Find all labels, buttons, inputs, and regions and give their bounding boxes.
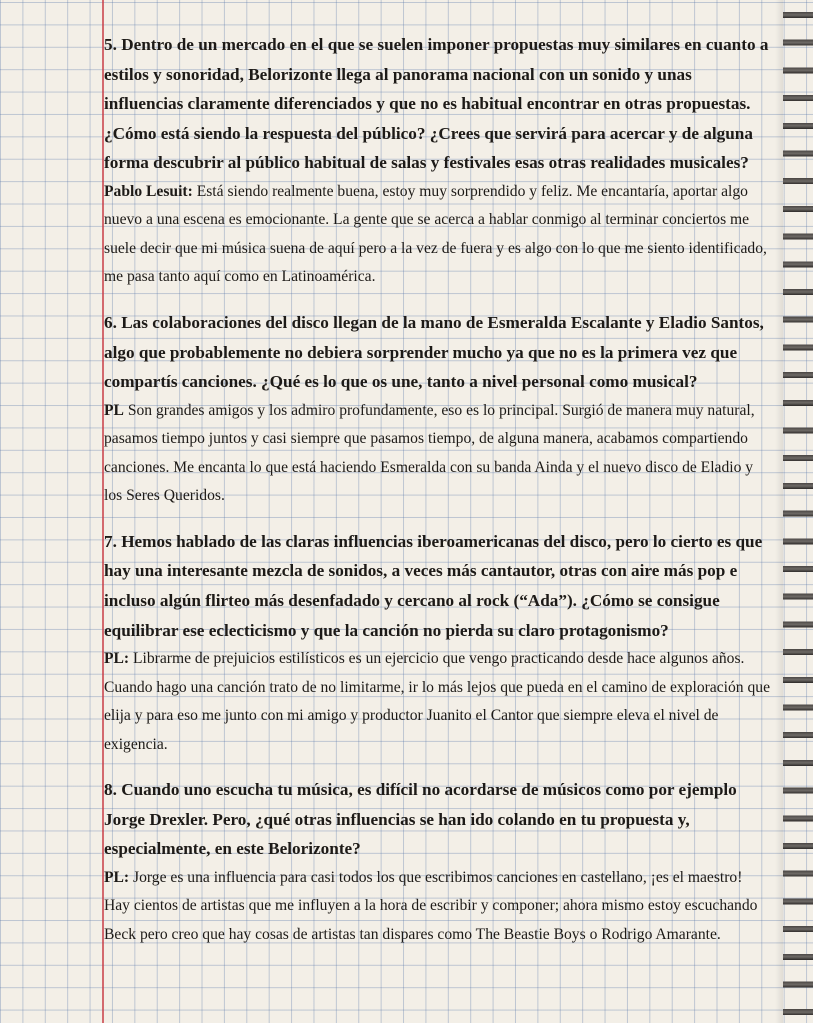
answer-text: Jorge es una influencia para casi todos los que escribimos canciones en castellano, ¡es el maestro! Hay cientos de artistas que me influyen a la hora de escribir y componer; ahora mismo estoy escuchando Beck pero creo que hay cosas de artistas tan dispares como The Beastie Boys o Rodrigo Amarante. bbox=[104, 868, 758, 943]
qa-item-8 bbox=[104, 775, 772, 949]
speaker-label: PL: bbox=[104, 650, 130, 668]
qa-item-6 bbox=[104, 308, 772, 511]
question-8: 8. Cuando uno escucha tu música, es difícil no acordarse de músicos como por ejemplo Jorge Drexler. Pero, ¿qué otras influencias se han ido colando en tu propuesta y, especialmente, en este Belorizonte? bbox=[104, 780, 737, 859]
question-5: 5. Dentro de un mercado en el que se suelen imponer propuestas muy similares en cuanto a estilos y sonoridad, Belorizonte llega al panorama nacional con un sonido y unas influencias claramente diferenciados y que no es habitual encontrar en otras propuestas. ¿Cómo está siendo la respuesta del público? ¿Crees que servirá para acercar y de alguna forma descubrir al público habitual de salas y festivales esas otras realidades musicales? bbox=[104, 35, 769, 173]
speaker-label: Pablo Lesuit: bbox=[104, 182, 193, 200]
answer-6 bbox=[104, 397, 772, 511]
qa-item-7 bbox=[104, 527, 772, 759]
question-7: 7. Hemos hablado de las claras influencias iberoamericanas del disco, pero lo cierto es que hay una interesante mezcla de sonidos, a veces más cantautor, otras con aire más pop e incluso algún flirteo más desenfadado y cercano al rock (“Ada”). ¿Cómo se consigue equilibrar ese eclecticismo y que la canción no pierda su claro protagonismo? bbox=[104, 531, 763, 640]
answer-7 bbox=[104, 645, 772, 759]
interview-content bbox=[104, 30, 772, 965]
speaker-label: PL bbox=[104, 401, 124, 419]
spiral-binding bbox=[783, 0, 813, 1023]
answer-5 bbox=[104, 178, 772, 292]
speaker-label: PL: bbox=[104, 868, 130, 886]
qa-item-5 bbox=[104, 30, 772, 292]
answer-text: Son grandes amigos y los admiro profundamente, eso es lo principal. Surgió de manera muy natural, pasamos tiempo juntos y casi siempre que pasamos tiempo, de alguna manera, acabamos compartiendo canciones. Me encanta lo que está haciendo Esmeralda con su banda Ainda y el nuevo disco de Eladio y los Seres Queridos. bbox=[104, 401, 755, 505]
question-6: 6. Las colaboraciones del disco llegan de la mano de Esmeralda Escalante y Eladio Santos, algo que probablemente no debiera sorprender mucho ya que no es la primera vez que compartís canciones. ¿Qué es lo que os une, tanto a nivel personal como musical? bbox=[104, 312, 764, 392]
answer-8 bbox=[104, 864, 772, 950]
answer-text: Librarme de prejuicios estilísticos es un ejercicio que vengo practicando desde hace algunos años. Cuando hago una canción trato de no limitarme, ir lo más lejos que pueda en el camino de exploración que elija y para eso me junto con mi amigo y productor Juanito el Cantor que siempre eleva el nivel de exigencia. bbox=[104, 650, 770, 753]
spiral-shadow bbox=[775, 0, 783, 1023]
answer-text: Está siendo realmente buena, estoy muy sorprendido y feliz. Me encantaría, aportar algo nuevo a una escena es emocionante. La gente que se acerca a hablar conmigo al terminar conciertos me suele decir que mi música suena de aquí pero a la vez de fuera y es algo con lo que me siento identificado, me pasa tanto aquí como en Latinoamérica. bbox=[104, 182, 767, 286]
